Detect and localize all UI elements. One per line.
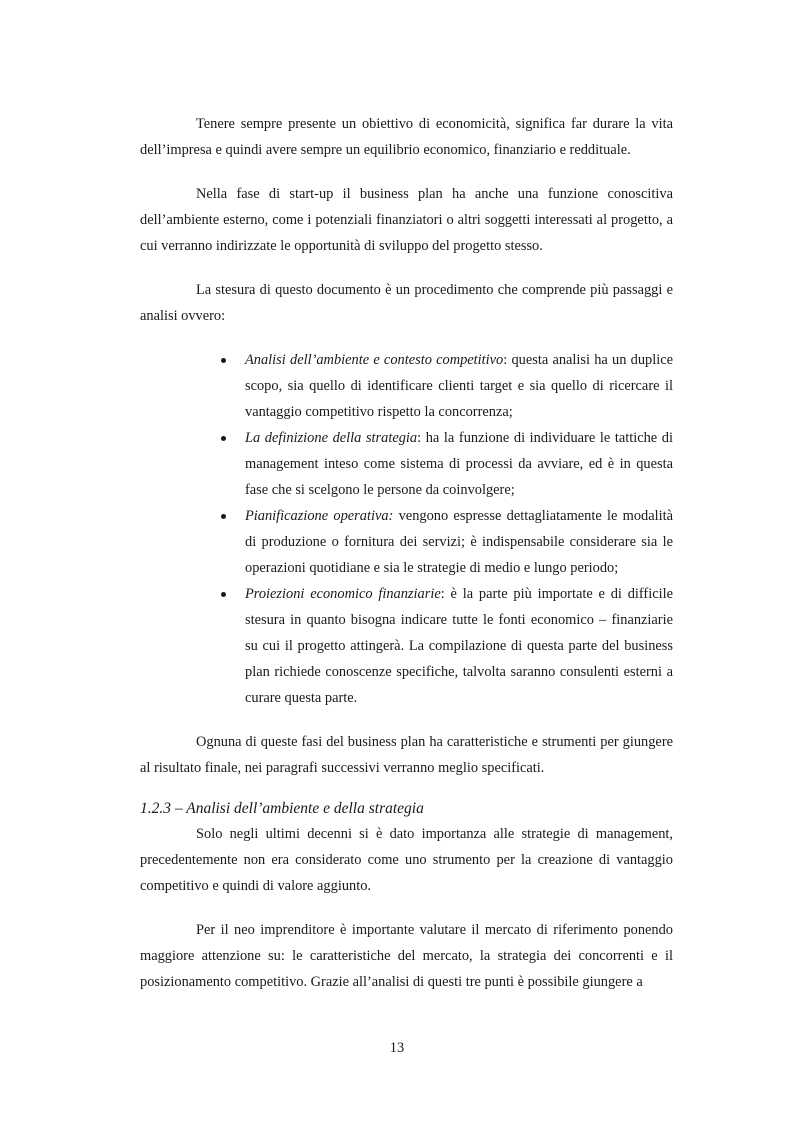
bullet-list-phases: [140, 347, 673, 711]
page-body: [140, 111, 673, 995]
bullet-term: Pianificazione operativa:: [245, 508, 394, 524]
bullet-dot-icon: [221, 436, 226, 441]
bullet-item-pianificazione: [245, 503, 673, 581]
bullet-text: : questa analisi ha un duplice scopo, sia quello di identificare clienti target e sia quello di ricercare il vantaggio competitivo rispetto la concorrenza;: [245, 352, 673, 420]
page-number: 13: [389, 1040, 405, 1056]
paragraph-stesura: La stesura di questo documento è un procedimento che comprende più passaggi e analisi ovvero:: [140, 282, 673, 324]
bullet-dot-icon: [221, 514, 226, 519]
bullet-text: vengono espresse dettagliatamente le modalità di produzione o fornitura dei servizi; è indispensabile considerare sia le operazioni quotidiane e sia le strategie di medio e lungo periodo;: [245, 508, 673, 576]
bullet-item-proiezioni: [245, 581, 673, 711]
bullet-term: Analisi dell’ambiente e contesto competitivo: [245, 352, 504, 368]
paragraph-fasi: Ognuna di queste fasi del business plan ha caratteristiche e strumenti per giungere al risultato finale, nei paragrafi successivi verranno meglio specificati.: [140, 734, 673, 776]
paragraph-economicita: Tenere sempre presente un obiettivo di economicità, significa far durare la vita dell’impresa e quindi avere sempre un equilibrio economico, finanziario e reddituale.: [140, 116, 673, 158]
bullet-dot-icon: [221, 592, 226, 597]
paragraph-neo-imprenditore: Per il neo imprenditore è importante valutare il mercato di riferimento ponendo maggiore attenzione su: le caratteristiche del mercato, la strategia dei concorrenti e il posizionamento competitivo. Grazie all’analisi di questi tre punti è possibile giungere a: [140, 922, 673, 990]
bullet-text: : ha la funzione di individuare le tattiche di management inteso come sistema di processi da avviare, ed è in questa fase che si scelgono le persone da coinvolgere;: [245, 430, 673, 498]
bullet-dot-icon: [221, 358, 226, 363]
bullet-item-analisi: [245, 347, 673, 425]
bullet-item-strategia: [245, 425, 673, 503]
bullet-text: : è la parte più importate e di difficile stesura in quanto bisogna indicare tutte le fonti economico – finanziarie su cui il progetto attingerà. La compilazione di questa parte del business plan richiede conoscenze specifiche, talvolta saranno consulenti esterni a curare questa parte.: [245, 586, 673, 706]
section-heading: 1.2.3 – Analisi dell’ambiente e della strategia: [140, 800, 424, 817]
bullet-term: La definizione della strategia: [245, 430, 418, 446]
paragraph-start-up: Nella fase di start-up il business plan ha anche una funzione conoscitiva dell’ambiente esterno, come i potenziali finanziatori o altri soggetti interessati al progetto, a cui verranno indirizzate le opportunità di sviluppo del progetto stesso.: [140, 186, 673, 254]
paragraph-decenni: Solo negli ultimi decenni si è dato importanza alle strategie di management, precedentemente non era considerato come uno strumento per la creazione di vantaggio competitivo e quindi di valore aggiunto.: [140, 826, 673, 894]
bullet-term: Proiezioni economico finanziarie: [245, 586, 441, 602]
